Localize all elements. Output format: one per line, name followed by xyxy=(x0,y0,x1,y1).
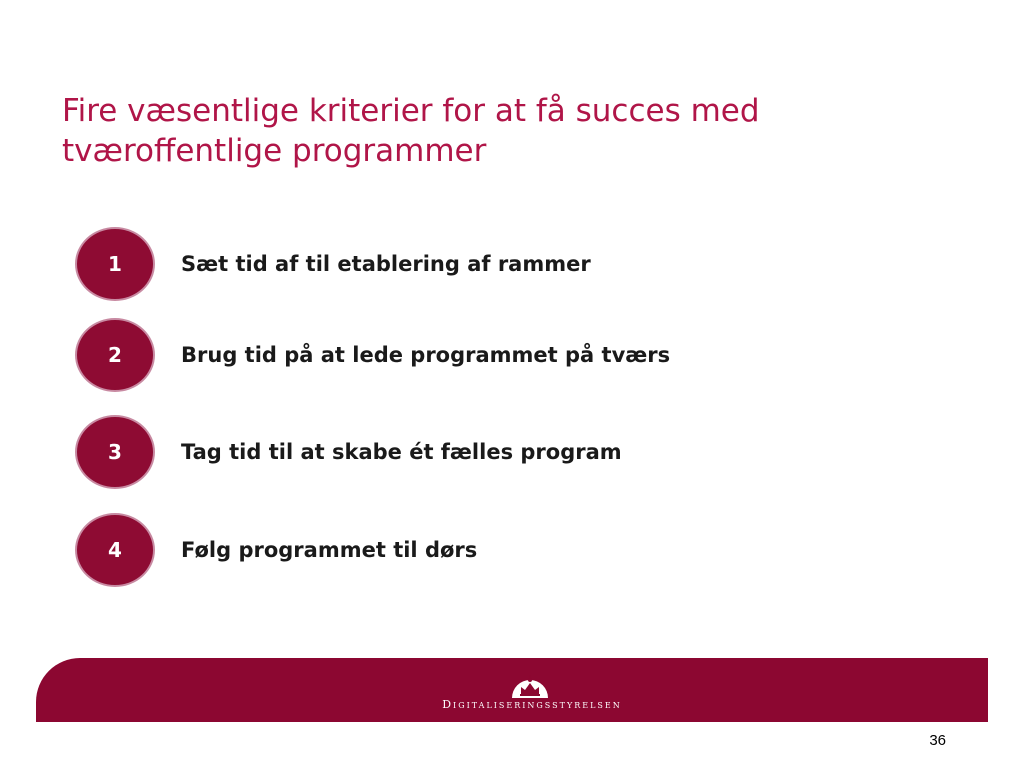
criterion-text: Følg programmet til dørs xyxy=(181,538,478,562)
slide-title-line-2: tværoffentlige programmer xyxy=(62,132,487,169)
criterion-text: Sæt tid af til etablering af rammer xyxy=(181,252,591,276)
criterion-1 xyxy=(75,226,835,302)
criterion-text: Brug tid på at lede programmet på tværs xyxy=(181,343,671,367)
crown-icon xyxy=(510,672,550,698)
criterion-number-badge: 1 xyxy=(75,227,155,301)
criterion-number-badge: 4 xyxy=(75,513,155,587)
criterion-number-badge: 3 xyxy=(75,415,155,489)
page-number: 36 xyxy=(929,732,946,749)
criterion-4 xyxy=(75,512,835,588)
slide-title-line-1: Fire væsentlige kriterier for at få succes med xyxy=(62,92,760,129)
criterion-text: Tag tid til at skabe ét fælles program xyxy=(181,440,622,464)
agency-logo xyxy=(442,672,622,716)
agency-logo-wordmark: Digitaliseringsstyrelsen xyxy=(442,698,622,711)
criterion-number-badge: 2 xyxy=(75,318,155,392)
criterion-3 xyxy=(75,414,835,490)
criterion-2 xyxy=(75,317,835,393)
